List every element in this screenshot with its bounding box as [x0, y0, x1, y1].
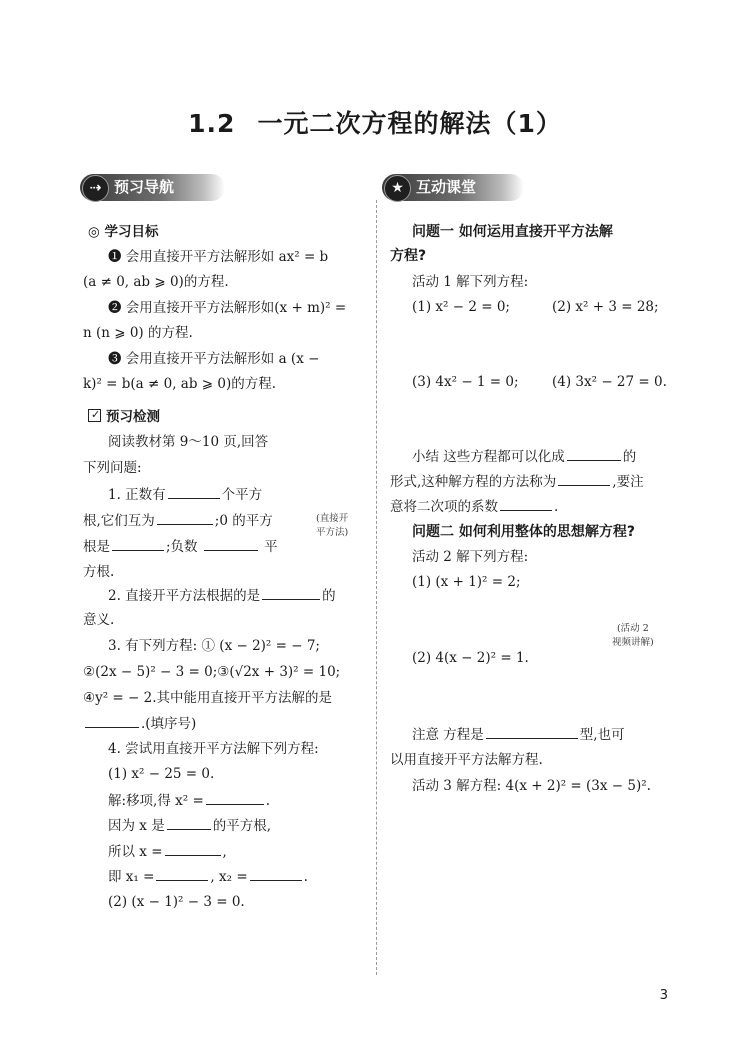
q4-heading: 4. 尝试用直接开平方法解下列方程:: [108, 741, 319, 757]
equation-4: (4) 3x² − 27 = 0.: [552, 374, 667, 390]
answer-blank[interactable]: [168, 484, 220, 499]
summary-line-3: [390, 496, 558, 517]
answer-blank[interactable]: [167, 815, 211, 830]
answer-blank[interactable]: [157, 510, 213, 525]
summary-text: ,要注: [612, 474, 644, 490]
q1-line-4: 方根.: [83, 564, 115, 580]
note-line-2: 以用直接开平方法解方程.: [390, 752, 543, 768]
note-line-1: [412, 724, 625, 745]
interactive-class-banner: [382, 174, 524, 201]
check-heading: [88, 407, 160, 427]
goal-2-line-1: ❷ 会用直接开平方法解形如(x + m)² =: [108, 300, 347, 316]
summary-text: 小结 这些方程都可以化成: [412, 449, 565, 465]
section-title: 一元二次方程的解法（1）: [257, 109, 562, 138]
banner-label: 预习导航: [114, 178, 175, 196]
summary-text: .: [554, 499, 559, 515]
q2-line-2: 意义.: [83, 612, 115, 628]
q4-step-4: [108, 866, 308, 887]
q1-line-3: [83, 536, 278, 557]
q4-step-2: [108, 815, 271, 836]
equation-6: (2) 4(x − 2)² = 1.: [412, 650, 529, 666]
banner-label: 互动课堂: [416, 178, 477, 196]
note-text: 注意 方程是: [412, 727, 484, 743]
goals-heading: ◎ 学习目标: [88, 224, 159, 240]
goal-1-line-1: ❶ 会用直接开平方法解形如 ax² = b: [108, 249, 329, 265]
summary-text: 的: [622, 449, 637, 465]
activity-2: 活动 2 解下列方程:: [412, 549, 529, 565]
answer-blank[interactable]: [85, 713, 139, 728]
answer-blank[interactable]: [204, 536, 258, 551]
q1-text: 1. 正数有: [108, 487, 166, 503]
q4-text: 因为 x 是: [108, 818, 165, 834]
answer-blank[interactable]: [500, 496, 552, 511]
q2-text: 2. 直接开平方法根据的是: [108, 588, 261, 604]
q4-text: .: [265, 793, 271, 809]
star-icon: ★: [384, 175, 411, 202]
answer-blank[interactable]: [206, 790, 264, 805]
q3-line-1: 3. 有下列方程: ① (x − 2)² = − 7;: [108, 638, 320, 654]
checkbox-icon: [88, 409, 101, 422]
q4-part-1: (1) x² − 25 = 0.: [108, 766, 215, 782]
goal-1-line-2: (a ≠ 0, ab ⩾ 0)的方程.: [83, 274, 229, 290]
q1-text: 个平方: [221, 487, 263, 503]
side-note-video: [612, 622, 654, 650]
summary-line-2: [390, 471, 644, 492]
page-title: [0, 104, 750, 140]
check-heading-label: 预习检测: [106, 409, 160, 425]
intro-line-2: 下列问题:: [83, 460, 142, 476]
activity-1: 活动 1 解下列方程:: [412, 274, 529, 290]
q1-line-2: [83, 510, 273, 531]
summary-line-1: [412, 446, 636, 467]
q3-line-3: ④y² = − 2.其中能用直接开平方法解的是: [83, 690, 333, 706]
activity-3: 活动 3 解方程: 4(x + 2)² = (3x − 5)².: [412, 778, 651, 794]
q4-text: 解:移项,得 x² =: [108, 793, 204, 809]
summary-text: 意将二次项的系数: [390, 499, 498, 515]
side-note-line: 视频讲解): [612, 637, 654, 648]
side-note-line: 平方法): [316, 527, 349, 538]
q4-text: 的平方根,: [212, 818, 271, 834]
equation-1: (1) x² − 2 = 0;: [412, 299, 510, 315]
q4-part-2: (2) (x − 1)² − 3 = 0.: [108, 894, 245, 910]
equation-2: (2) x² + 3 = 28;: [552, 299, 659, 315]
arrow-dots-icon: ⇢: [82, 175, 109, 202]
q4-text: ,: [222, 844, 227, 860]
q4-step-1: [108, 790, 270, 811]
answer-blank[interactable]: [567, 446, 621, 461]
q1-text: ;负数: [166, 539, 198, 555]
answer-blank[interactable]: [486, 724, 578, 739]
section-number: 1.2: [188, 109, 236, 138]
goal-3-line-2: k)² = b(a ≠ 0, ab ⩾ 0)的方程.: [83, 376, 277, 392]
answer-blank[interactable]: [262, 585, 320, 600]
q3-line-2: ②(2x − 5)² − 3 = 0;③(√2x + 3)² = 10;: [83, 664, 341, 680]
q1-line-1: [108, 484, 262, 505]
q4-step-3: [108, 841, 227, 862]
answer-blank[interactable]: [250, 866, 302, 881]
equation-3: (3) 4x² − 1 = 0;: [412, 374, 519, 390]
q2-line-1: [108, 585, 336, 606]
note-text: 型,也可: [579, 727, 625, 743]
side-note-line: (直接开: [316, 513, 349, 524]
q4-text: , x₂ =: [210, 869, 248, 885]
problem-1-line-1: 问题一 如何运用直接开平方法解: [412, 224, 613, 240]
summary-text: 形式,这种解方程的方法称为: [390, 474, 557, 490]
column-divider: [376, 200, 377, 975]
q2-text: 的: [322, 588, 336, 604]
problem-1-line-2: 方程?: [390, 248, 427, 264]
preview-guide-banner: [80, 174, 225, 201]
q1-text: 平: [264, 539, 278, 555]
page-number: 3: [659, 988, 668, 1003]
q4-text: 即 x₁ =: [108, 869, 155, 885]
q3-text: .(填序号): [141, 716, 197, 732]
q1-text: 根是: [83, 539, 110, 555]
side-note-line: (活动 2: [616, 623, 649, 634]
equation-5: (1) (x + 1)² = 2;: [412, 574, 521, 590]
answer-blank[interactable]: [112, 536, 164, 551]
q3-line-4: [83, 713, 196, 734]
intro-line-1: 阅读教材第 9～10 页,回答: [108, 434, 269, 450]
q4-text: 所以 x =: [108, 844, 163, 860]
answer-blank[interactable]: [558, 471, 610, 486]
side-note-direct-sqrt: [316, 512, 348, 540]
q4-text: .: [303, 869, 308, 885]
goal-2-line-2: n (n ⩾ 0) 的方程.: [83, 325, 193, 341]
problem-2: 问题二 如何利用整体的思想解方程?: [412, 524, 635, 540]
goal-3-line-1: ❸ 会用直接开平方法解形如 a (x −: [108, 351, 320, 367]
answer-blank[interactable]: [165, 841, 221, 856]
answer-blank[interactable]: [156, 866, 208, 881]
q1-text: ;0 的平方: [214, 513, 273, 529]
q1-text: 根,它们互为: [83, 513, 155, 529]
